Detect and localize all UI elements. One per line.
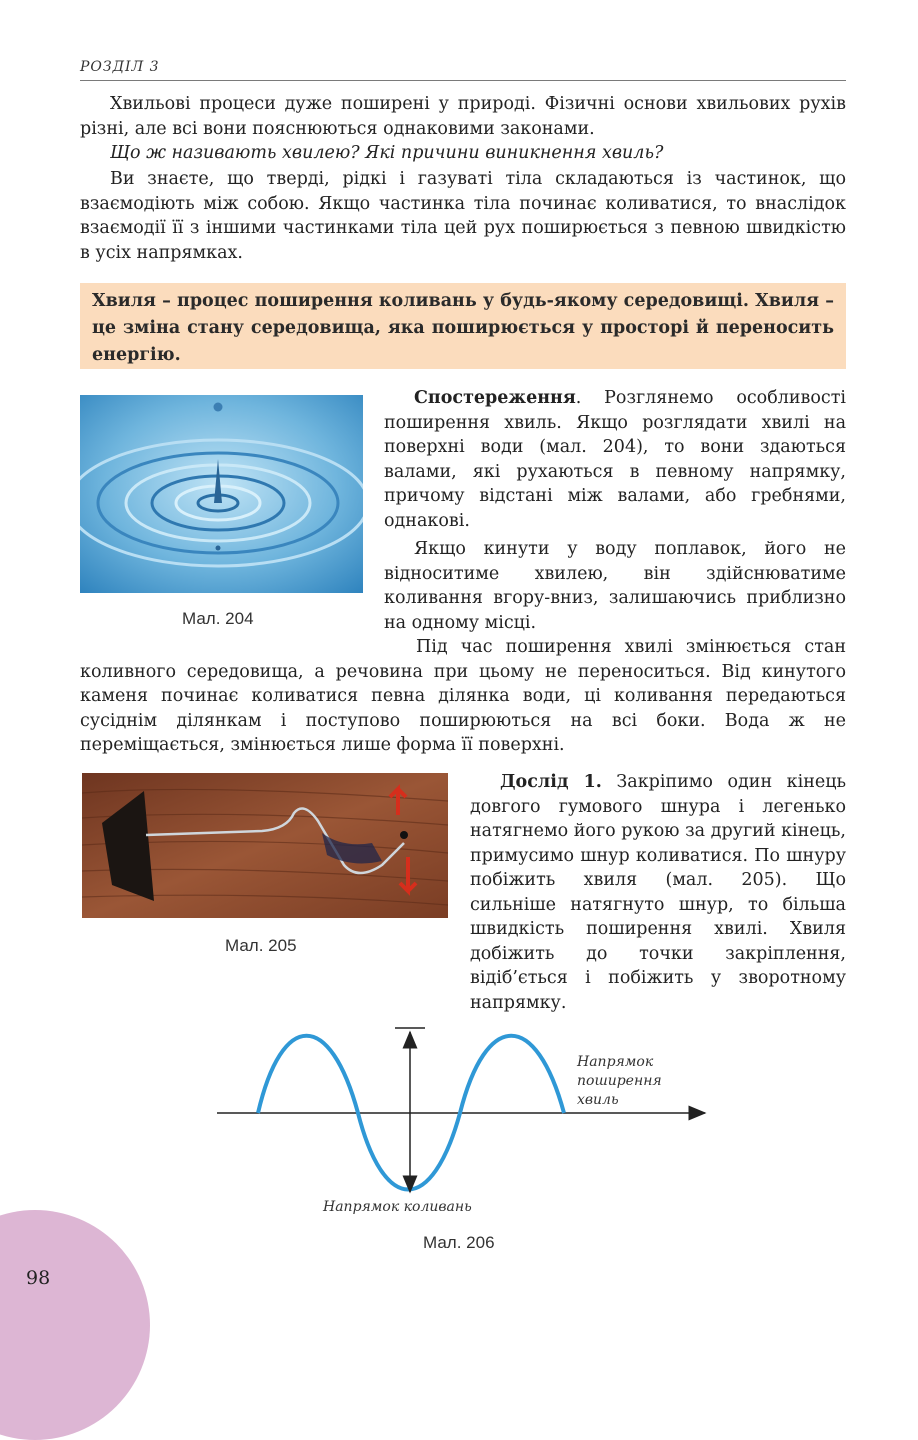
experiment-text: Закріпимо один кінець довгого гумового шнура і легенько натягнемо його рукою за другий кінець, примусимо шнур коливатися. По шнуру побіжить хвиля (мал. 205). Що сильніше натягнуто шнур, то більша швидкість поширення хвилі. Хвиля добіжить до точки закріплення, відіб’ється і побіжить у зворотному напрямку.: [470, 772, 846, 1013]
figure-205-caption: Мал. 205: [225, 936, 297, 955]
intro-paragraph: Хвильові процеси дуже поширені у природі. Фізичні основи хвильових рухів різні, але всі вони пояснюються однаковими законами.: [80, 94, 846, 139]
section-title: РОЗДІЛ 3: [80, 59, 160, 75]
propagation-label-3: хвиль: [577, 1092, 619, 1108]
propagation-label-2: поширення: [577, 1073, 662, 1089]
particles-paragraph: Ви знаєте, що тверді, рідкі і газуваті тіла складаються із частинок, що взаємодіють між собою. Якщо частинка тіла починає коливатися, то внаслідок взаємодії її з іншими частинками тіла цей рух поширюється з певною швидкістю в усіх напрямках.: [80, 169, 846, 263]
observation-text: . Розглянемо особливості поширення хвиль. Якщо розглядати хвилі на поверхні води (мал. 204), то вони здаються валами, які рухаються в певному напрямку, причому відстані між валами, або гребнями, однакові.: [384, 388, 846, 531]
propagation-label-1: Напрямок: [577, 1054, 654, 1070]
float-paragraph: Якщо кинути у воду поплавок, його не відноситиме хвилею, він здійснюватиме коливання вгору-вниз, залишаючись приблизно на одному місці.: [384, 539, 846, 633]
observation-title: Спостереження: [414, 388, 576, 408]
wave-definition-box: Хвиля – процес поширення коливань у будь-якому середовищі. Хвиля – це зміна стану середовища, яка поширюється у просторі й переносить енергію.: [80, 283, 846, 369]
question-paragraph: Що ж називають хвилею? Які причини виникнення хвиль?: [110, 143, 664, 163]
experiment-title: Дослід 1.: [500, 772, 602, 792]
medium-paragraph: Під час поширення хвилі змінюється стан коливного середовища, а речовина при цьому не переноситься. Від кинутого каменя починає коливатися певна ділянка води, ці коливання передаються сусіднім ділянкам і поступово поширюються на всі боки. Вода ж не переміщається, змінюється лише форма її поверхні.: [80, 637, 846, 755]
oscillation-label: Напрямок коливань: [323, 1199, 472, 1215]
page-number: 98: [26, 1267, 51, 1289]
figure-204-caption: Мал. 204: [182, 609, 254, 628]
figure-206-caption: Мал. 206: [423, 1233, 495, 1252]
